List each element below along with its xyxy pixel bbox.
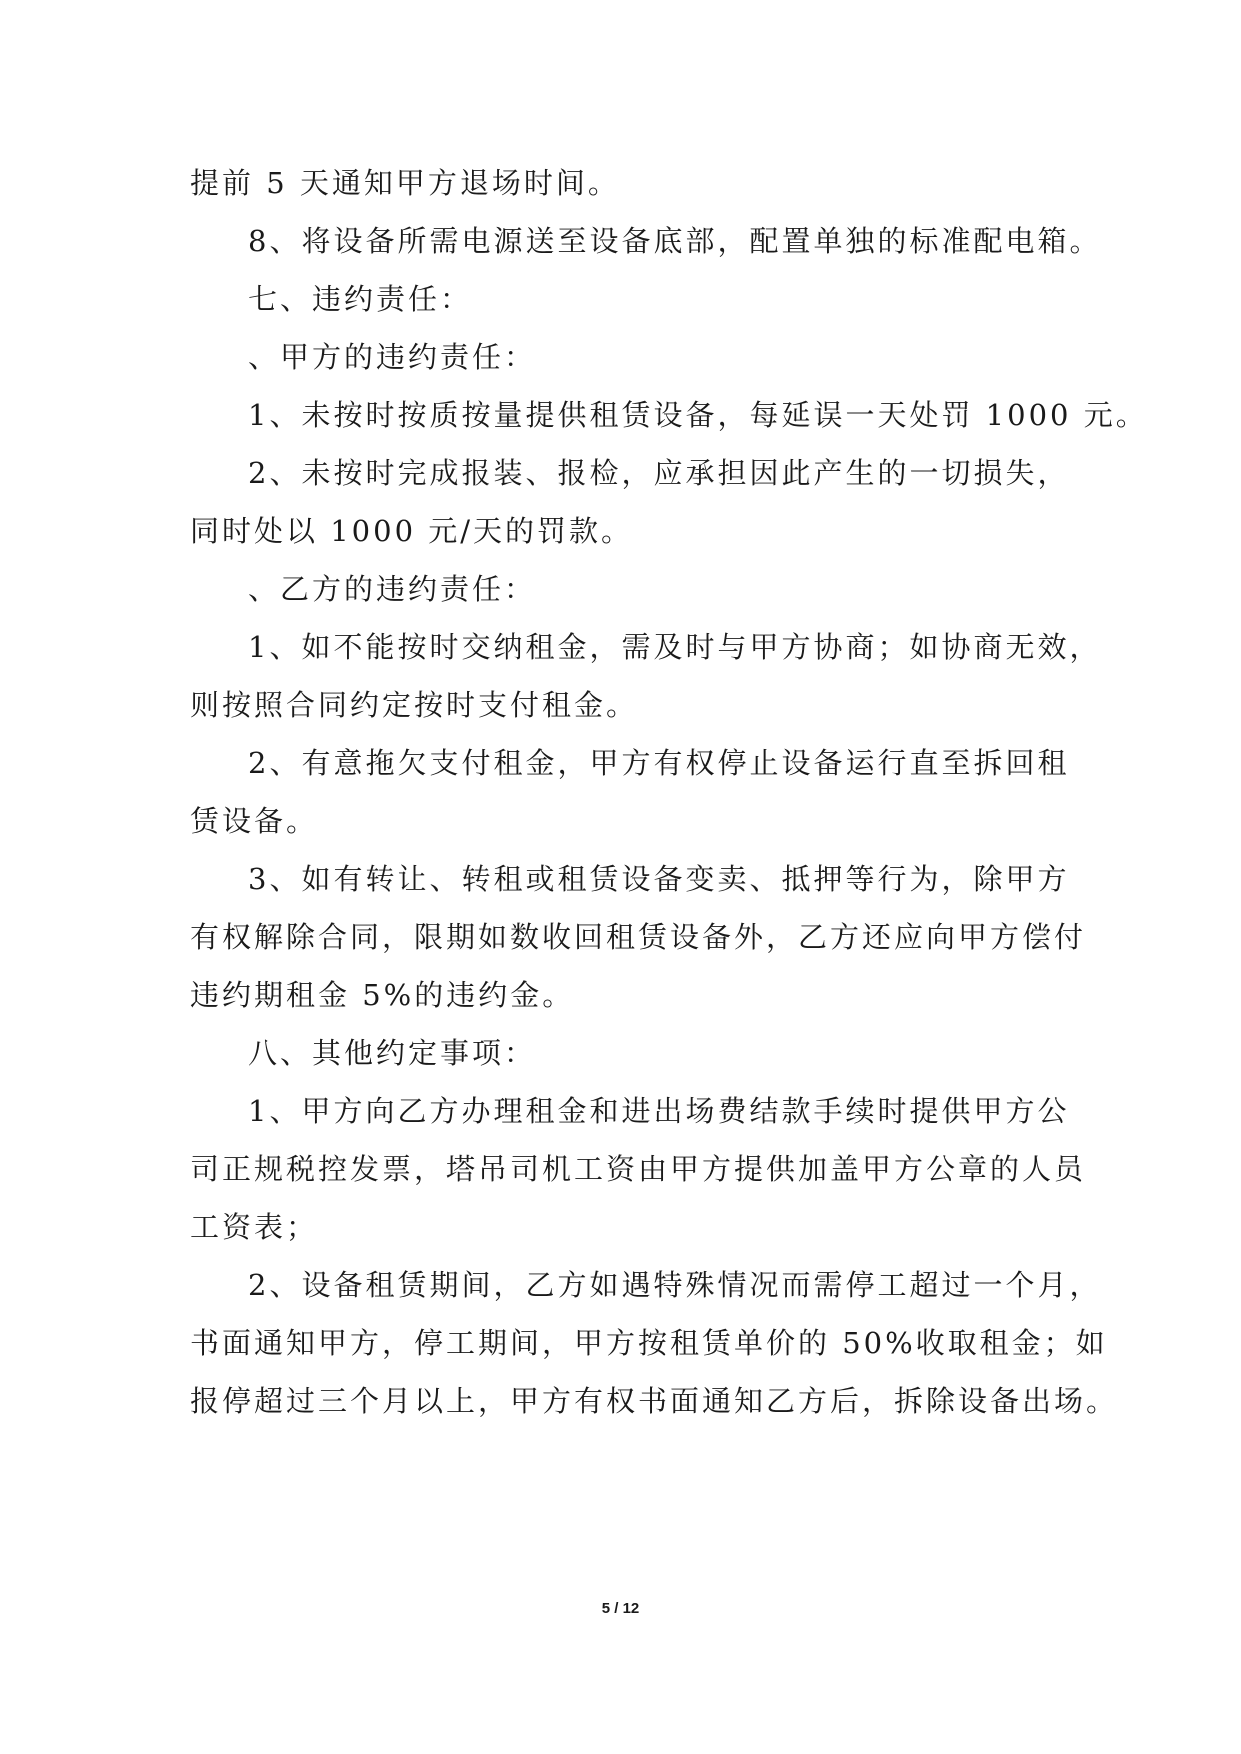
text-line-1: 提前 5 天通知甲方退场时间。 — [190, 166, 620, 200]
text-line-10: 则按照合同约定按时支付租金。 — [190, 688, 639, 722]
subheading-party-a-liability: 、甲方的违约责任： — [248, 340, 537, 374]
text-line-15: 违约期租金 5%的违约金。 — [190, 978, 575, 1012]
text-line-5: 1、未按时按质按量提供租赁设备，每延误一天处罚 1000 元。 — [248, 398, 1148, 432]
text-line-13: 3、如有转让、转租或租赁设备变卖、抵押等行为，除甲方 — [248, 862, 1070, 896]
text-line-9: 1、如不能按时交纳租金，需及时与甲方协商；如协商无效， — [248, 630, 1102, 664]
text-line-14: 有权解除合同，限期如数收回租赁设备外，乙方还应向甲方偿付 — [190, 920, 1087, 954]
subheading-party-b-liability: 、乙方的违约责任： — [248, 572, 537, 606]
text-line-6: 2、未按时完成报装、报检，应承担因此产生的一切损失， — [248, 456, 1070, 490]
section-heading-other-terms: 八、其他约定事项： — [248, 1036, 537, 1070]
document-body — [190, 154, 1148, 1430]
text-line-7: 同时处以 1000 元/天的罚款。 — [190, 514, 634, 548]
text-line-21: 书面通知甲方，停工期间，甲方按租赁单价的 50%收取租金；如 — [190, 1326, 1108, 1360]
text-line-18: 司正规税控发票，塔吊司机工资由甲方提供加盖甲方公章的人员 — [190, 1152, 1087, 1186]
section-heading-breach: 七、违约责任： — [248, 282, 473, 316]
text-line-11: 2、有意拖欠支付租金，甲方有权停止设备运行直至拆回租 — [248, 746, 1070, 780]
page-number: 5 / 12 — [601, 1600, 640, 1617]
text-line-12: 赁设备。 — [190, 804, 319, 838]
text-line-19: 工资表； — [190, 1210, 319, 1244]
text-line-22: 报停超过三个月以上，甲方有权书面通知乙方后，拆除设备出场。 — [190, 1384, 1119, 1418]
text-line-2: 8、将设备所需电源送至设备底部，配置单独的标准配电箱。 — [248, 224, 1102, 258]
text-line-17: 1、甲方向乙方办理租金和进出场费结款手续时提供甲方公 — [248, 1094, 1070, 1128]
text-line-20: 2、设备租赁期间，乙方如遇特殊情况而需停工超过一个月， — [248, 1268, 1102, 1302]
